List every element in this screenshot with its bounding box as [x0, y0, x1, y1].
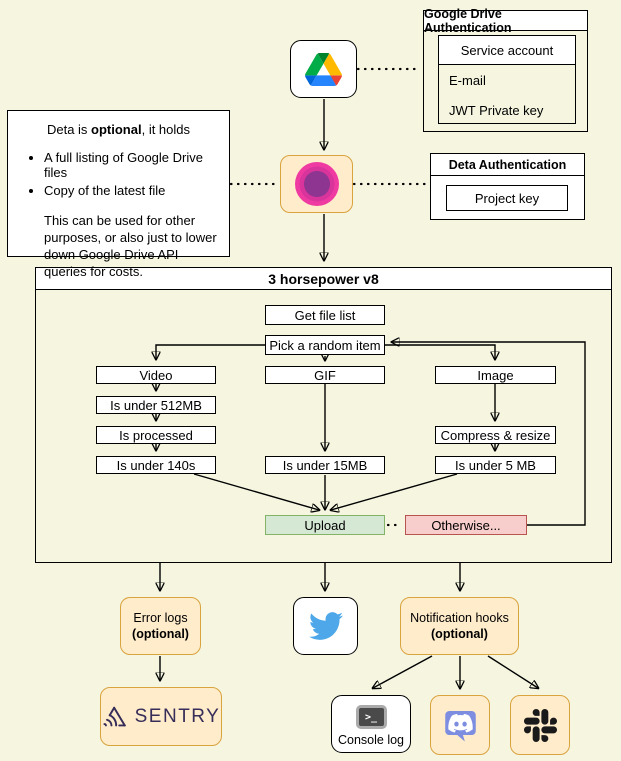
- gdrive-auth-panel: [423, 6, 588, 132]
- gdrive-auth-title: Google Drive Authentication: [424, 11, 587, 31]
- step-otherwise: Otherwise...: [405, 515, 527, 535]
- deta-auth-panel: [430, 153, 585, 220]
- note-bullet-item: • Copy of the latest file: [44, 183, 229, 198]
- step-compress-resize: Compress & resize: [435, 426, 556, 444]
- twitter-node: [293, 597, 358, 655]
- field-project-key: Project key: [446, 185, 568, 211]
- note-bullet-item: • A full listing of Google Drive files: [44, 150, 229, 180]
- step-is-under-512mb: Is under 512MB: [96, 396, 216, 414]
- pipeline-title: 3 horsepower v8: [36, 268, 611, 290]
- deta-note: [7, 110, 230, 279]
- step-is-processed: Is processed: [96, 426, 216, 444]
- slack-icon: [524, 709, 557, 742]
- deta-icon: [294, 161, 340, 207]
- sentry-wordmark: SENTRY: [134, 705, 221, 727]
- service-account-title: Service account: [439, 36, 575, 65]
- deta-node: [280, 155, 353, 213]
- field-email: E-mail: [449, 72, 486, 88]
- notification-hooks-optional: (optional): [431, 627, 488, 641]
- field-jwt-private-key: JWT Private key: [449, 102, 544, 118]
- google-drive-icon: [305, 53, 342, 86]
- step-pick-random-item: Pick a random item: [265, 335, 385, 355]
- note-title: Deta is optional, it holds: [46, 122, 191, 137]
- arrow-hooks-to-console: [373, 656, 432, 688]
- step-video: Video: [96, 366, 216, 384]
- error-logs-optional: (optional): [132, 627, 189, 641]
- step-is-under-140s: Is under 140s: [96, 456, 216, 474]
- note-bullets: [8, 150, 229, 198]
- console-log-node: [331, 695, 411, 753]
- sentry-logo-icon: [102, 705, 128, 728]
- discord-icon: [442, 707, 479, 744]
- error-logs-node: [120, 597, 201, 655]
- step-is-under-15mb: Is under 15MB: [265, 456, 385, 474]
- note-paragraph: This can be used for other purposes, or also just to lower down Google Drive API queries for costs.: [44, 213, 217, 279]
- step-get-file-list: Get file list: [265, 305, 385, 325]
- service-account-box: [438, 35, 576, 124]
- step-is-under-5mb: Is under 5 MB: [435, 456, 556, 474]
- google-drive-node: [290, 40, 357, 98]
- notification-hooks-node: [400, 597, 519, 655]
- terminal-icon: >_: [356, 705, 387, 729]
- console-log-label: Console log: [337, 733, 404, 747]
- deta-auth-title: Deta Authentication: [431, 154, 584, 176]
- step-gif: GIF: [265, 366, 385, 384]
- step-image: Image: [435, 366, 556, 384]
- notification-hooks-label: Notification hooks: [410, 611, 509, 625]
- step-upload: Upload: [265, 515, 385, 535]
- slack-node: [510, 695, 570, 755]
- sentry-node: [100, 687, 222, 746]
- twitter-bird-icon: [309, 609, 343, 643]
- error-logs-label: Error logs: [133, 611, 188, 625]
- arrow-hooks-to-slack: [488, 656, 538, 688]
- discord-node: [430, 695, 490, 755]
